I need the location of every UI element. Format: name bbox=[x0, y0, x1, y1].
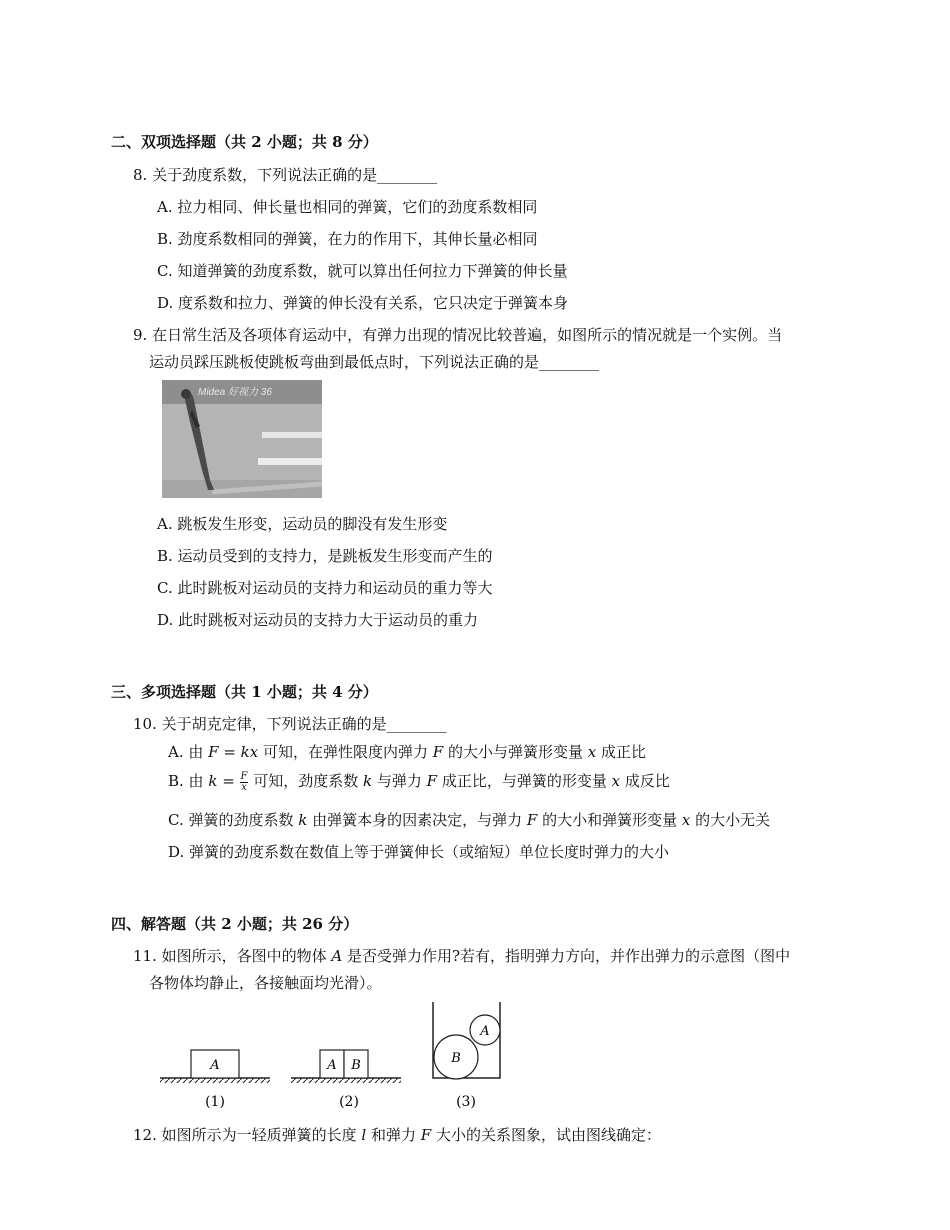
question-9-stem-line2: 运动员踩压跳板使跳板弯曲到最低点时，下列说法正确的是________ bbox=[149, 353, 600, 371]
q10-a-mid: 可知，在弹性限度内弹力 bbox=[258, 743, 433, 761]
section-4-title: 四、解答题（共 2 小题；共 26 分） bbox=[111, 915, 359, 933]
q8-option-b: B. 劲度系数相同的弹簧，在力的作用下，其伸长量必相同 bbox=[157, 230, 538, 248]
q10-option-a bbox=[168, 741, 646, 762]
fig2-caption: (2) bbox=[339, 1094, 359, 1110]
q10-b-mid3: 成正比，与弹簧的形变量 bbox=[437, 772, 612, 790]
q10-a-pre: A. 由 bbox=[168, 743, 209, 761]
q9-option-b: B. 运动员受到的支持力，是跳板发生形变而产生的 bbox=[157, 547, 493, 565]
q10-a-formula: F = kx bbox=[208, 743, 259, 761]
q10-b-frac-num: F bbox=[240, 770, 248, 782]
q11-var-a: A bbox=[331, 947, 343, 965]
q10-a-var-x: x bbox=[587, 743, 597, 761]
q12-var-f: F bbox=[420, 1126, 432, 1144]
q10-a-var-f: F bbox=[432, 743, 444, 761]
q10-c-var-x: x bbox=[681, 811, 691, 829]
q10-c-var-f: F bbox=[526, 811, 538, 829]
q10-a-post: 成正比 bbox=[596, 743, 646, 761]
q10-c-mid: 由弹簧本身的因素决定，与弹力 bbox=[307, 811, 527, 829]
q11-post: 是否受弹力作用?若有，指明弹力方向，并作出弹力的示意图（图中 bbox=[342, 947, 791, 965]
q10-b-var-f: F bbox=[426, 772, 438, 790]
q10-c-pre: C. 弹簧的劲度系数 bbox=[168, 811, 299, 829]
question-10-stem: 10. 关于胡克定律，下列说法正确的是________ bbox=[133, 715, 447, 733]
fig1-label-a: A bbox=[210, 1058, 220, 1073]
q8-option-c: C. 知道弹簧的劲度系数，就可以算出任何拉力下弹簧的伸长量 bbox=[157, 262, 568, 280]
q10-b-frac-den: x bbox=[241, 781, 247, 793]
q11-pre: 11. 如图所示，各图中的物体 bbox=[133, 947, 332, 965]
q10-b-post: 成反比 bbox=[620, 772, 670, 790]
q10-c-post: 的大小无关 bbox=[690, 811, 771, 829]
q10-a-mid2: 的大小与弹簧形变量 bbox=[443, 743, 588, 761]
fig2-label-a: A bbox=[327, 1058, 337, 1073]
fig3-caption: (3) bbox=[456, 1094, 476, 1110]
q10-option-d: D. 弹簧的劲度系数在数值上等于弹簧伸长（或缩短）单位长度时弹力的大小 bbox=[168, 843, 670, 861]
q9-option-d: D. 此时跳板对运动员的支持力大于运动员的重力 bbox=[157, 611, 479, 629]
q12-var-l: l bbox=[361, 1126, 367, 1144]
fig1-caption: (1) bbox=[205, 1094, 225, 1110]
question-11-stem-line1 bbox=[133, 945, 790, 966]
q10-b-mid2: 与弹力 bbox=[372, 772, 427, 790]
q11-figures bbox=[150, 996, 530, 1116]
figure-2 bbox=[291, 1050, 401, 1110]
fig3-label-a: A bbox=[480, 1024, 490, 1039]
section-2-title: 二、双项选择题（共 2 小题；共 8 分） bbox=[111, 133, 378, 151]
q10-c-var-k: k bbox=[298, 811, 308, 829]
q10-b-var-x: x bbox=[611, 772, 621, 790]
q10-b-mid: 可知，劲度系数 bbox=[248, 772, 364, 790]
figure-3 bbox=[433, 1002, 500, 1110]
q8-option-a: A. 拉力相同、伸长量也相同的弹簧，它们的劲度系数相同 bbox=[157, 198, 538, 216]
fig2-label-b: B bbox=[351, 1058, 361, 1073]
q9-option-c: C. 此时跳板对运动员的支持力和运动员的重力等大 bbox=[157, 579, 493, 597]
diving-photo-illustration bbox=[162, 380, 322, 498]
q12-mid: 和弹力 bbox=[366, 1126, 421, 1144]
q10-b-var-k2: k bbox=[363, 772, 373, 790]
fig3-label-b: B bbox=[451, 1051, 461, 1066]
q10-b-eq: = bbox=[217, 772, 240, 790]
question-11-stem-line2: 各物体均静止，各接触面均光滑）。 bbox=[149, 974, 382, 992]
question-12-stem bbox=[133, 1124, 661, 1145]
q10-c-mid2: 的大小和弹簧形变量 bbox=[537, 811, 682, 829]
question-8-stem: 8. 关于劲度系数，下列说法正确的是________ bbox=[133, 166, 438, 184]
q9-option-a: A. 跳板发生形变，运动员的脚没有发生形变 bbox=[157, 515, 448, 533]
diving-board-photo bbox=[162, 380, 322, 498]
q10-b-pre: B. 由 bbox=[168, 772, 209, 790]
figure-1 bbox=[160, 1050, 270, 1110]
section-3-title: 三、多项选择题（共 1 小题；共 4 分） bbox=[111, 683, 378, 701]
question-9-stem-line1: 9. 在日常生活及各项体育运动中，有弹力出现的情况比较普遍，如图所示的情况就是一个实例。当 bbox=[133, 326, 783, 344]
q12-post: 大小的关系图象，试由图线确定： bbox=[431, 1126, 661, 1144]
q10-option-b bbox=[168, 770, 670, 793]
q12-pre: 12. 如图所示为一轻质弹簧的长度 bbox=[133, 1126, 362, 1144]
q8-option-d: D. 度系数和拉力、弹簧的伸长没有关系，它只决定于弹簧本身 bbox=[157, 294, 569, 312]
q10-b-var-k: k bbox=[208, 772, 218, 790]
q10-option-c bbox=[168, 809, 770, 830]
photo-banner-text: Midea 好视力 36 bbox=[198, 387, 272, 398]
